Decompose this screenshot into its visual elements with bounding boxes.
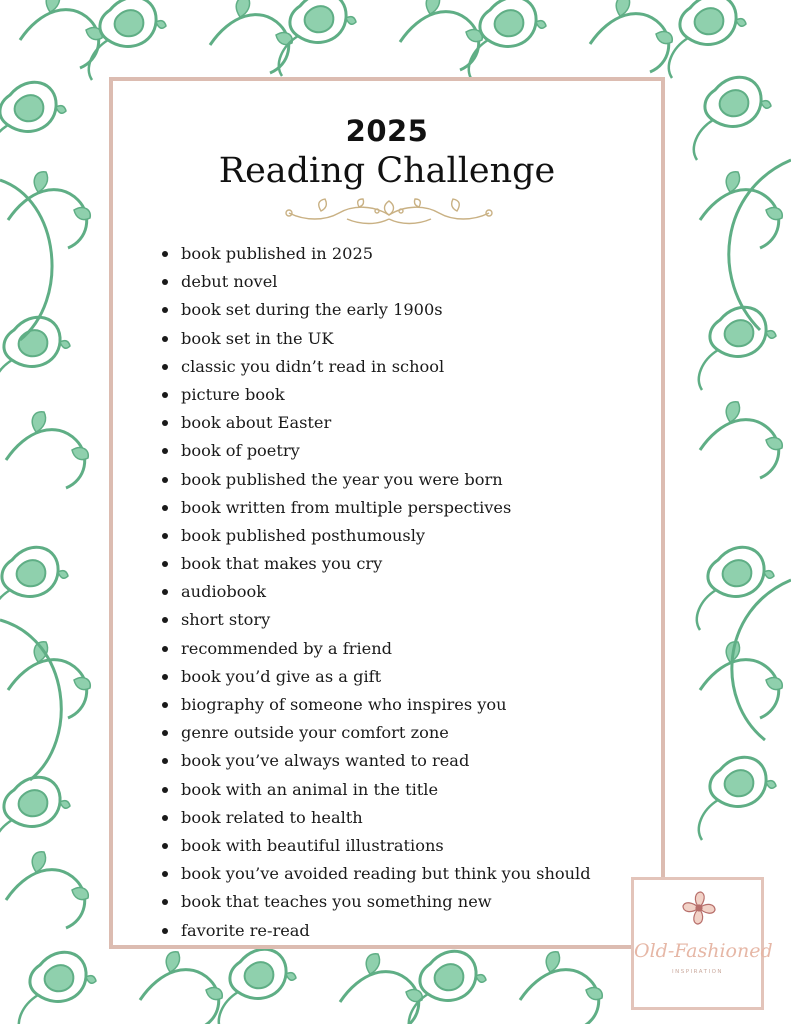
list-item bbox=[162, 381, 591, 409]
list-item-label: book that teaches you something new bbox=[181, 892, 492, 912]
bullet-icon bbox=[162, 589, 168, 595]
list-item-label: book about Easter bbox=[181, 413, 332, 433]
bullet-icon bbox=[162, 617, 168, 623]
list-item-label: book set in the UK bbox=[181, 328, 334, 348]
bullet-icon bbox=[162, 279, 168, 285]
list-item-label: book set during the early 1900s bbox=[181, 300, 443, 320]
bullet-icon bbox=[162, 533, 168, 539]
list-item-label: book related to health bbox=[181, 807, 363, 827]
list-item bbox=[162, 296, 591, 324]
list-item bbox=[162, 550, 591, 578]
list-item bbox=[162, 606, 591, 634]
brand-logo bbox=[631, 877, 773, 1010]
list-item bbox=[162, 635, 591, 663]
bullet-icon bbox=[162, 928, 168, 934]
list-item bbox=[162, 719, 591, 747]
list-item bbox=[162, 663, 591, 691]
pattern-top-band bbox=[20, 0, 746, 80]
bullet-icon bbox=[162, 448, 168, 454]
list-item bbox=[162, 522, 591, 550]
bullet-icon bbox=[162, 646, 168, 652]
bullet-icon bbox=[162, 561, 168, 567]
pattern-left-band bbox=[0, 82, 90, 928]
bullet-icon bbox=[162, 307, 168, 313]
list-item-label: short story bbox=[181, 610, 271, 630]
page-title: Reading Challenge bbox=[218, 151, 556, 191]
list-item bbox=[162, 240, 591, 268]
title-year: 2025 bbox=[345, 114, 429, 148]
bullet-icon bbox=[162, 477, 168, 483]
list-item-label: debut novel bbox=[181, 272, 278, 292]
challenge-card bbox=[109, 77, 665, 949]
list-item-label: book that makes you cry bbox=[181, 554, 383, 574]
list-item bbox=[162, 804, 591, 832]
list-item bbox=[162, 917, 591, 945]
list-item bbox=[162, 494, 591, 522]
list-item-label: genre outside your comfort zone bbox=[181, 723, 449, 743]
list-item-label: book you’d give as a gift bbox=[181, 666, 382, 686]
list-item-label: book you’ve avoided reading but think you should bbox=[181, 864, 591, 884]
list-item bbox=[162, 691, 591, 719]
bullet-icon bbox=[162, 392, 168, 398]
list-item-label: book written from multiple perspectives bbox=[181, 497, 512, 517]
list-item bbox=[162, 268, 591, 296]
list-item bbox=[162, 776, 591, 804]
bullet-icon bbox=[162, 815, 168, 821]
bullet-icon bbox=[162, 702, 168, 708]
list-item-label: classic you didn’t read in school bbox=[181, 356, 445, 376]
bullet-icon bbox=[162, 899, 168, 905]
list-item bbox=[162, 325, 591, 353]
bullet-icon bbox=[162, 336, 168, 342]
list-item-label: book published posthumously bbox=[181, 525, 426, 545]
bullet-icon bbox=[162, 787, 168, 793]
pattern-right-band bbox=[694, 77, 782, 840]
flower-icon bbox=[679, 888, 719, 928]
challenge-list bbox=[162, 240, 591, 945]
floral-divider-icon bbox=[281, 197, 497, 231]
bullet-icon bbox=[162, 843, 168, 849]
bullet-icon bbox=[162, 674, 168, 680]
list-item-label: book published the year you were born bbox=[181, 469, 503, 489]
list-item-label: book with beautiful illustrations bbox=[181, 835, 444, 855]
list-item-label: biography of someone who inspires you bbox=[181, 695, 507, 714]
bullet-icon bbox=[162, 730, 168, 736]
list-item bbox=[162, 409, 591, 437]
pattern-bottom-band bbox=[19, 949, 602, 1024]
list-item bbox=[162, 860, 591, 888]
list-item bbox=[162, 353, 591, 381]
list-item bbox=[162, 437, 591, 465]
list-item-label: picture book bbox=[181, 384, 285, 404]
list-item-label: book you’ve always wanted to read bbox=[181, 751, 470, 771]
list-item bbox=[162, 747, 591, 775]
bullet-icon bbox=[162, 251, 168, 257]
logo-tagline: INSPIRATION bbox=[671, 969, 724, 975]
list-item bbox=[162, 888, 591, 916]
list-item-label: book published in 2025 bbox=[181, 244, 374, 263]
list-item-label: favorite re-read bbox=[181, 920, 310, 940]
list-item-label: recommended by a friend bbox=[181, 638, 393, 658]
bullet-icon bbox=[162, 364, 168, 370]
logo-name: Old-Fashioned bbox=[634, 940, 773, 962]
list-item-label: book of poetry bbox=[181, 441, 300, 461]
bullet-icon bbox=[162, 758, 168, 764]
list-item bbox=[162, 832, 591, 860]
list-item bbox=[162, 578, 591, 606]
list-item-label: audiobook bbox=[181, 582, 267, 602]
bullet-icon bbox=[162, 871, 168, 877]
list-item bbox=[162, 466, 591, 494]
bullet-icon bbox=[162, 505, 168, 511]
bullet-icon bbox=[162, 420, 168, 426]
list-item-label: book with an animal in the title bbox=[181, 779, 439, 799]
